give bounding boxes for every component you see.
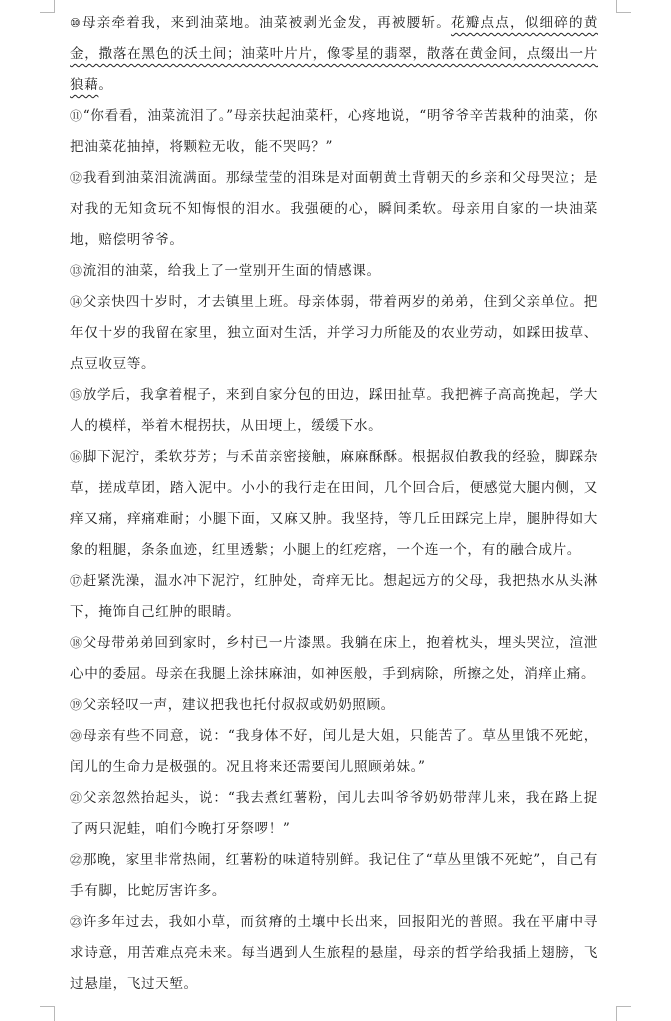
paragraph-text: 脚下泥泞，柔软芬芳；与禾苗亲密接触，麻麻酥酥。根据叔伯教我的经验，脚踩杂草，搓成草团，踏入泥中。小小的我行走在田间，几个回合后，便感觉大腿内侧，又痒又痛，痒痛难耐；小腿下面，又麻又肿。我坚持，等几丘田踩完上岸，腿肿得如大象的粗腿，条条血迹，红里透紫；小腿上的红疙瘩，一个连一个，有的融合成片。 [70,449,598,558]
paragraph-14 [70,287,598,380]
paragraph-end: 。 [98,77,113,93]
paragraph-number: ⑩ [70,16,82,30]
paragraph-text: “你看看，油菜流泪了。”母亲扶起油菜杆，心疼地说，“明爷爷辛苦栽种的油菜，你把油菜花抽掉，将颗粒无收，能不哭吗？” [70,108,598,155]
paragraph-19 [70,690,598,721]
paragraph-22 [70,845,598,907]
paragraph-number: ⑰ [70,574,83,588]
paragraph-number: ⑲ [70,698,83,712]
paragraph-number: ⑫ [70,171,83,185]
page-corner-mark [616,0,631,13]
paragraph-15 [70,380,598,442]
paragraph-number: ⑭ [70,295,83,309]
paragraph-number: ㉒ [70,853,83,867]
paragraph-11 [70,101,598,163]
paragraph-18 [70,628,598,690]
document-body [70,8,598,1000]
paragraph-text: 放学后，我拿着棍子，来到自家分包的田边，踩田扯草。我把裤子高高挽起，学大人的模样，举着木棍拐扶，从田埂上，缓缓下水。 [70,387,598,434]
paragraph-text: 母亲牵着我，来到油菜地。油菜被剥光金发，再被腰斩。 [81,15,451,31]
paragraph-number: ⑳ [70,729,83,743]
underlined-text: 花瓣点点，似细碎的黄金，撒落在黑色的沃土间；油菜叶片片，像零星的翡翠，散落在黄金间，点缀出一片狼藉 [70,15,599,93]
paragraph-23 [70,907,598,1000]
paragraph-number: ⑮ [70,388,83,402]
paragraph-number: ㉑ [70,791,83,805]
paragraph-text: 我看到油菜泪流满面。那绿莹莹的泪珠是对面朝黄土背朝天的乡亲和父母哭泣；是对我的无知贪玩不知悔恨的泪水。我强硬的心，瞬间柔软。母亲用自家的一块油菜地，赔偿明爷爷。 [70,170,598,248]
paragraph-text: 父母带弟弟回到家时，乡村已一片漆黑。我躺在床上，抱着枕头，埋头哭泣，渲泄心中的委屈。母亲在我腿上涂抹麻油，如神医般，手到病除，所擦之处，消痒止痛。 [70,635,598,682]
paragraph-number: ⑯ [70,450,83,464]
paragraph-number: ⑬ [70,264,83,278]
paragraph-21 [70,783,598,845]
page-corner-mark [40,0,55,13]
paragraph-number: ⑱ [70,636,83,650]
paragraph-number: ㉓ [70,915,83,929]
paragraph-17 [70,566,598,628]
paragraph-text: 父亲轻叹一声，建议把我也托付叔叔或奶奶照顾。 [82,697,395,713]
paragraph-text: 母亲有些不同意，说：“我身体不好，闰儿是大姐，只能苦了。草丛里饿不死蛇，闰儿的生命力是极强的。况且将来还需要闰儿照顾弟妹。” [70,728,599,775]
paragraph-12 [70,163,598,256]
paragraph-text: 许多年过去，我如小草，而贫瘠的土壤中长出来，回报阳光的普照。我在平庸中寻求诗意，用苦难点亮未来。每当遇到人生旅程的悬崖，母亲的哲学给我插上翅膀，飞过悬崖，飞过天堑。 [70,914,598,992]
paragraph-text: 父亲忽然抬起头，说：“我去煮红薯粉，闰儿去叫爷爷奶奶带萍儿来，我在路上捉了两只泥蛙，咱们今晚打牙祭啰！” [70,790,599,837]
paragraph-20 [70,721,598,783]
paragraph-text: 父亲快四十岁时，才去镇里上班。母亲体弱，带着两岁的弟弟，住到父亲单位。把年仅十岁的我留在家里，独立面对生活，并学习力所能及的农业劳动，如踩田拔草、点豆收豆等。 [70,294,598,372]
paragraph-text: 赶紧洗澡，温水冲下泥泞，红肿处，奇痒无比。想起远方的父母，我把热水从头淋下，掩饰自己红肿的眼睛。 [70,573,598,620]
paragraph-16 [70,442,598,566]
paragraph-number: ⑪ [70,109,83,123]
paragraph-13 [70,256,598,287]
paragraph-text: 那晚，家里非常热闹，红薯粉的味道特别鲜。我记住了“草丛里饿不死蛇”，自己有手有脚，比蛇厉害许多。 [70,852,598,899]
paragraph-10 [70,8,598,101]
paragraph-text: 流泪的油菜，给我上了一堂别开生面的情感课。 [82,263,381,279]
